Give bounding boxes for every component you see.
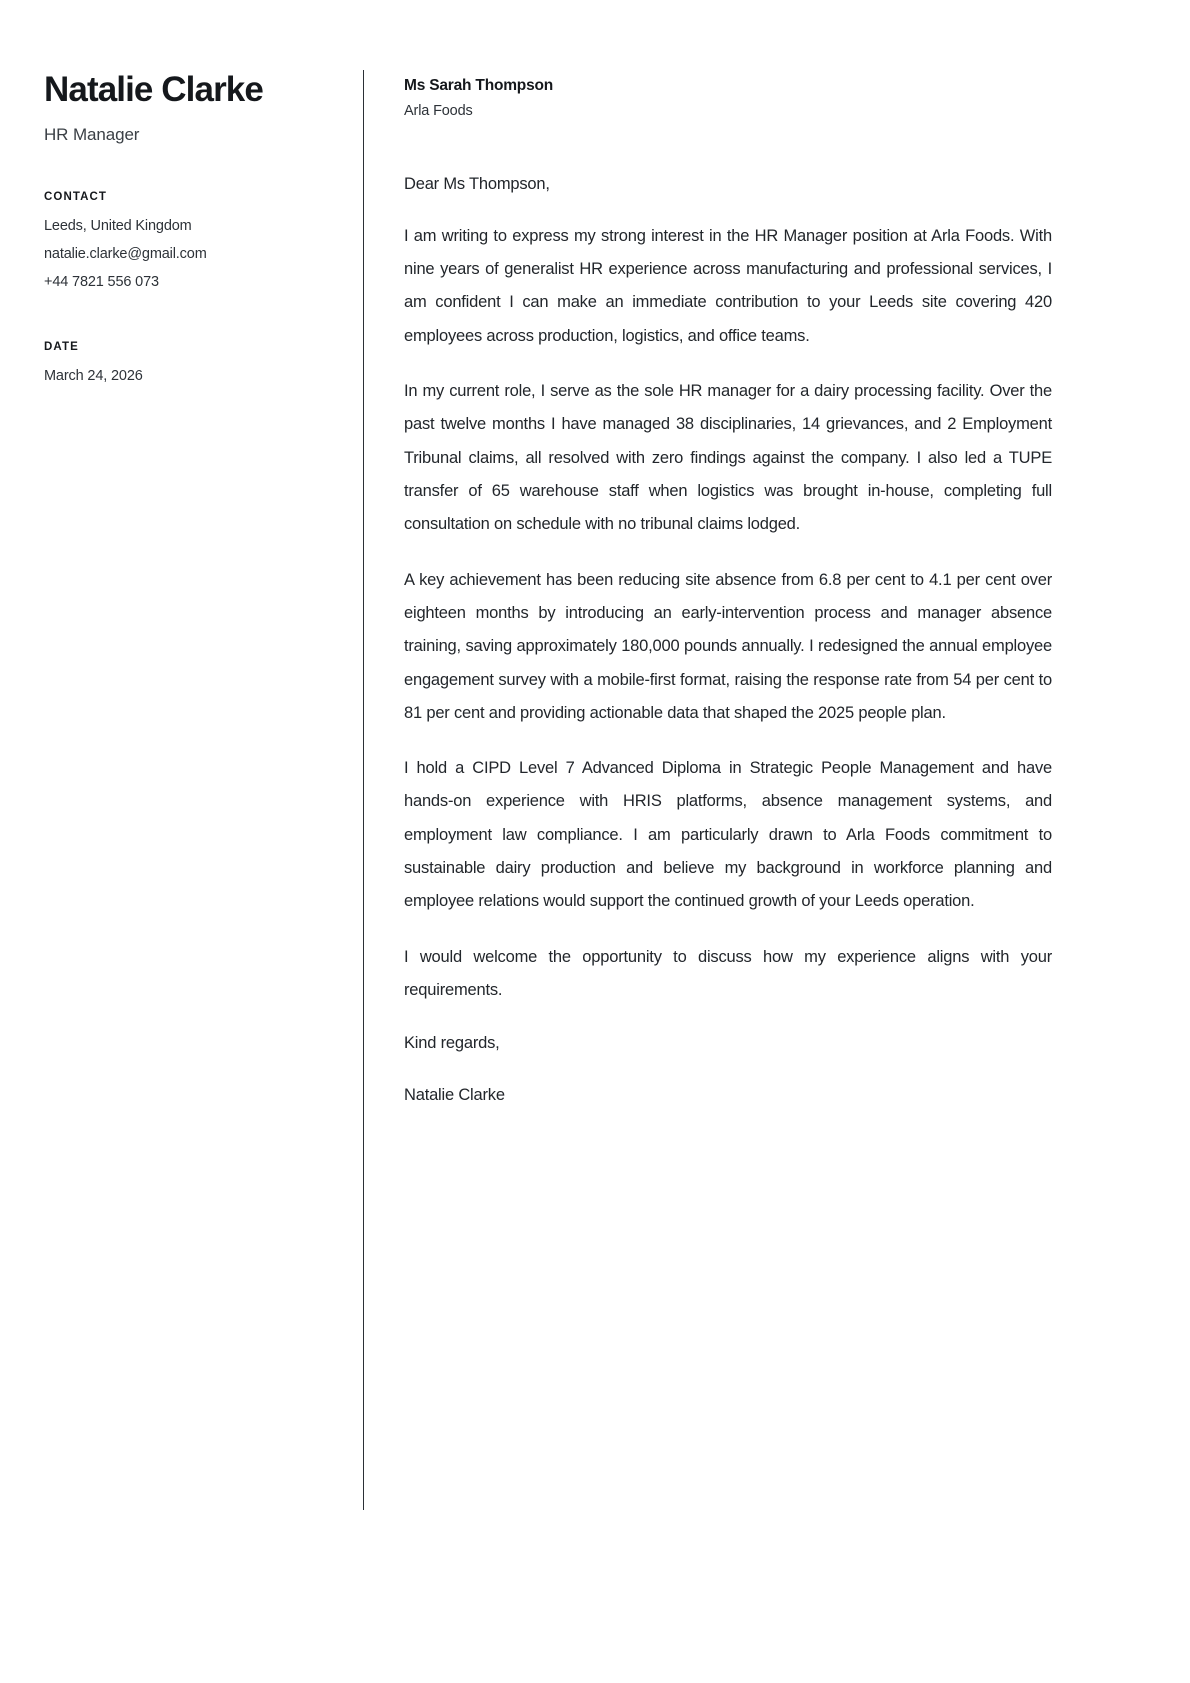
recipient-organization: Arla Foods (404, 103, 473, 120)
signature-name: Natalie Clarke (404, 1086, 505, 1105)
date-value: March 24, 2026 (44, 367, 143, 384)
sender-sidebar (44, 70, 329, 391)
closing-salutation: Kind regards, (404, 1034, 500, 1053)
salutation: Dear Ms Thompson, (404, 175, 550, 193)
contact-email[interactable]: natalie.clarke@gmail.com (44, 246, 207, 263)
contact-block (44, 191, 329, 296)
letter-body (404, 74, 1052, 1109)
letter-paragraph: I would welcome the opportunity to discuss how my experience aligns with your requirements. (404, 947, 1052, 1000)
contact-location: Leeds, United Kingdom (44, 218, 192, 235)
sender-role: HR Manager (44, 125, 140, 145)
letter-paragraph: In my current role, I serve as the sole HR manager for a dairy processing facility. Over the past twelve months I have managed 38 disciplinaries, 14 grievances, and 2 Employment Tribunal claims, all resolved with zero findings against the company. I also led a TUPE transfer of 65 warehouse staff when logistics was brought in-house, completing full consultation on schedule with no tribunal claims lodged. (404, 381, 1052, 534)
column-divider-rule (363, 70, 364, 1510)
sender-name: Natalie Clarke (44, 70, 263, 109)
letter-paragraph: I hold a CIPD Level 7 Advanced Diploma in Strategic People Management and have hands-on experience with HRIS platforms, absence management systems, and employment law compliance. I am particularly drawn to Arla Foods commitment to sustainable dairy production and believe my background in workforce planning and employee relations would support the continued growth of your Leeds operation. (404, 759, 1052, 911)
contact-phone[interactable]: +44 7821 556 073 (44, 274, 159, 290)
date-heading: DATE (44, 340, 79, 353)
contact-heading: CONTACT (44, 191, 108, 204)
letter-paragraph: I am writing to express my strong interest in the HR Manager position at Arla Foods. With nine years of generalist HR experience across manufacturing and professional services, I am confident I can make an immediate contribution to your Leeds site covering 420 employees across production, logistics, and office teams. (404, 226, 1052, 345)
date-block (44, 341, 329, 391)
letter-paragraph: A key achievement has been reducing site absence from 6.8 per cent to 4.1 per cent over eighteen months by introducing an early-intervention process and manager absence training, saving approximately 180,000 pounds annually. I redesigned the annual employee engagement survey with a mobile-first format, raising the response rate from 54 per cent to 81 per cent and providing actionable data that shaped the 2025 people plan. (404, 570, 1052, 722)
recipient-name: Ms Sarah Thompson (404, 77, 554, 94)
